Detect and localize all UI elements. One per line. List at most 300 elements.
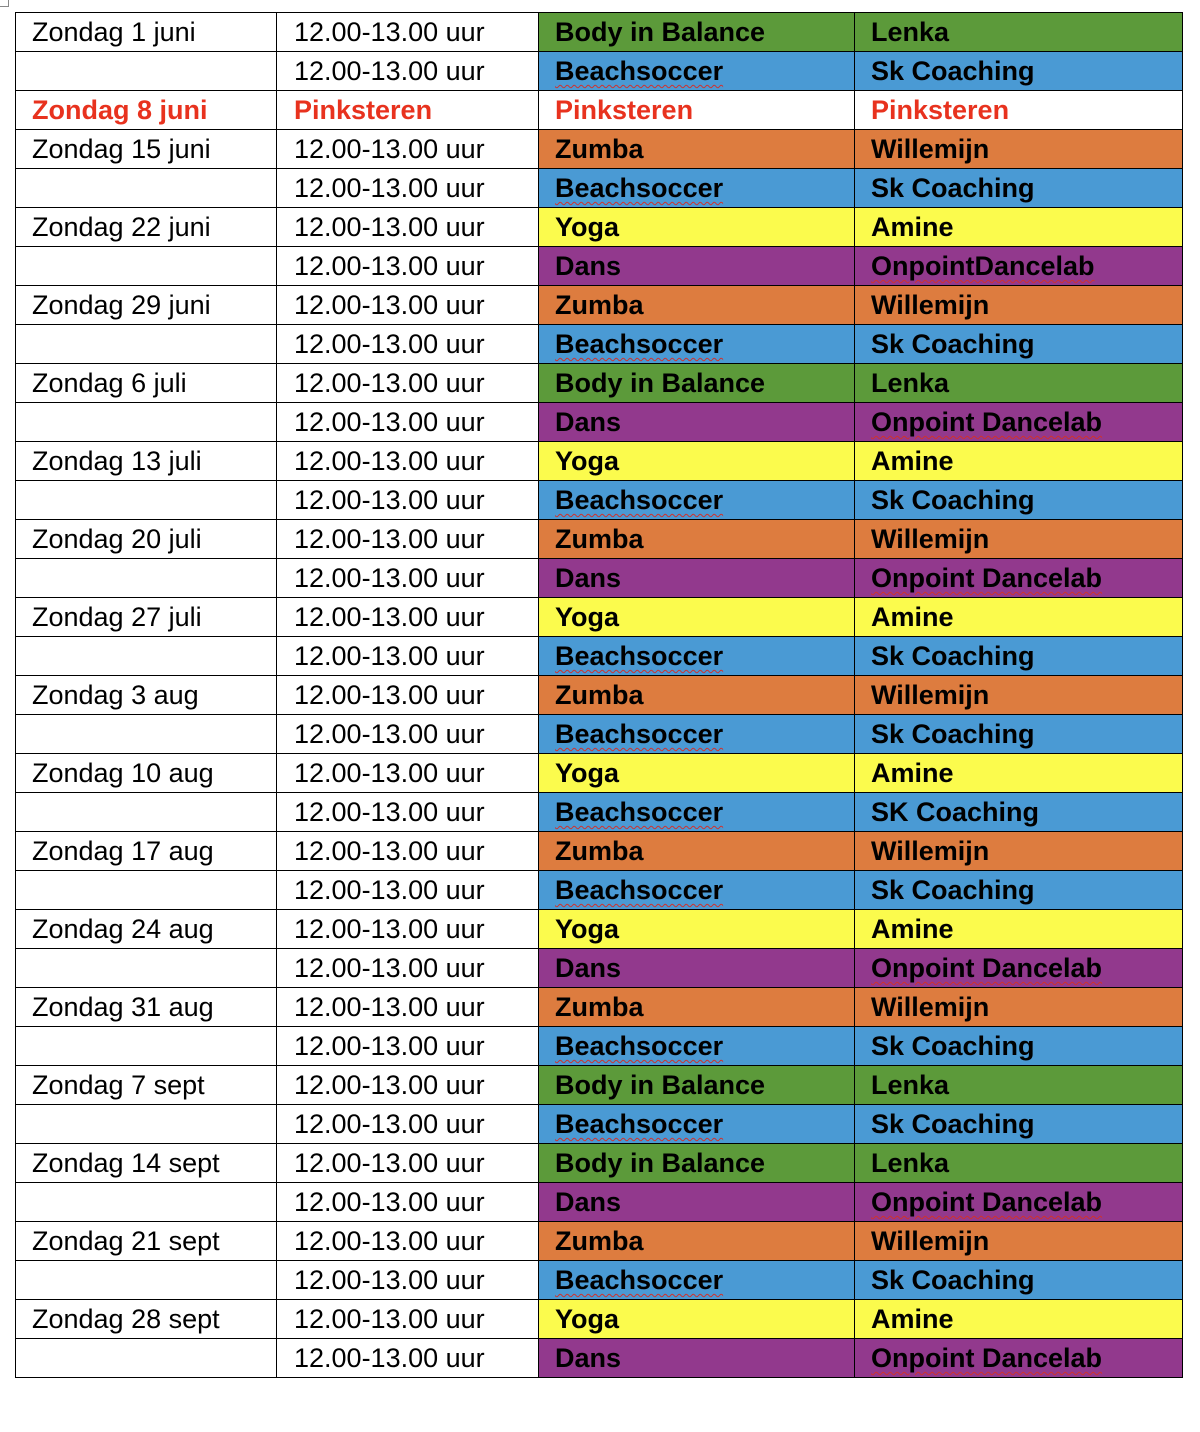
time-cell[interactable] [277, 1183, 539, 1222]
activity-text: Dans [555, 1343, 622, 1373]
activity-text: Zumba [555, 524, 644, 554]
date-cell[interactable] [16, 832, 277, 871]
date-cell[interactable] [16, 1183, 277, 1222]
activity-text: Dans [555, 251, 622, 281]
instructor-text: Amine [871, 1304, 954, 1334]
date-text: Zondag 24 aug [32, 914, 214, 944]
time-text: 12.00-13.00 uur [294, 56, 485, 86]
activity-text: Yoga [555, 758, 620, 788]
time-text: 12.00-13.00 uur [294, 1187, 485, 1217]
instructor-cell[interactable] [855, 442, 1183, 481]
instructor-cell[interactable] [855, 1339, 1183, 1378]
table-row [16, 1105, 1183, 1144]
table-row [16, 286, 1183, 325]
time-cell[interactable] [277, 247, 539, 286]
date-cell[interactable] [16, 52, 277, 91]
activity-text: Dans [555, 953, 622, 983]
activity-cell[interactable] [539, 1261, 855, 1300]
instructor-text: Amine [871, 914, 954, 944]
activity-text: Zumba [555, 290, 644, 320]
instructor-cell[interactable] [855, 988, 1183, 1027]
instructor-text: Willemijn [871, 290, 990, 320]
activity-text: Dans [555, 1187, 622, 1217]
time-cell[interactable] [277, 442, 539, 481]
time-cell[interactable] [277, 325, 539, 364]
activity-cell[interactable] [539, 910, 855, 949]
instructor-text: Lenka [871, 17, 950, 47]
date-text: Zondag 13 juli [32, 446, 202, 476]
instructor-text: Pinksteren [871, 95, 1010, 125]
activity-cell[interactable] [539, 325, 855, 364]
instructor-cell[interactable] [855, 1105, 1183, 1144]
date-text: Zondag 22 juni [32, 212, 211, 242]
date-cell[interactable] [16, 208, 277, 247]
date-cell[interactable] [16, 286, 277, 325]
date-text: Zondag 17 aug [32, 836, 214, 866]
time-text: 12.00-13.00 uur [294, 173, 485, 203]
instructor-cell[interactable] [855, 286, 1183, 325]
activity-text: Beachsoccer [555, 1109, 724, 1139]
date-text: Zondag 6 juli [32, 368, 187, 398]
schedule-body [16, 13, 1183, 1378]
time-cell[interactable] [277, 364, 539, 403]
date-cell[interactable] [16, 676, 277, 715]
table-row [16, 559, 1183, 598]
instructor-text: Willemijn [871, 680, 990, 710]
date-cell[interactable] [16, 1339, 277, 1378]
table-row [16, 871, 1183, 910]
date-cell[interactable] [16, 637, 277, 676]
time-text: 12.00-13.00 uur [294, 1070, 485, 1100]
table-row [16, 325, 1183, 364]
table-row [16, 520, 1183, 559]
instructor-text: Sk Coaching [871, 641, 1035, 671]
time-text: 12.00-13.00 uur [294, 680, 485, 710]
table-row [16, 1027, 1183, 1066]
date-cell[interactable] [16, 442, 277, 481]
activity-cell[interactable] [539, 1105, 855, 1144]
instructor-cell[interactable] [855, 481, 1183, 520]
instructor-cell[interactable] [855, 403, 1183, 442]
date-cell[interactable] [16, 559, 277, 598]
time-cell[interactable] [277, 676, 539, 715]
activity-text: Beachsoccer [555, 1031, 724, 1061]
date-text: Zondag 29 juni [32, 290, 211, 320]
table-row [16, 676, 1183, 715]
activity-text: Zumba [555, 992, 644, 1022]
schedule-table [15, 12, 1183, 1378]
time-text: 12.00-13.00 uur [294, 797, 485, 827]
time-cell[interactable] [277, 1144, 539, 1183]
time-text: 12.00-13.00 uur [294, 1226, 485, 1256]
time-cell[interactable] [277, 52, 539, 91]
time-text: 12.00-13.00 uur [294, 485, 485, 515]
activity-text: Zumba [555, 1226, 644, 1256]
activity-text: Beachsoccer [555, 875, 724, 905]
activity-text: Beachsoccer [555, 173, 724, 203]
table-row [16, 598, 1183, 637]
activity-cell[interactable] [539, 1183, 855, 1222]
activity-cell[interactable] [539, 481, 855, 520]
instructor-cell[interactable] [855, 910, 1183, 949]
instructor-text: Willemijn [871, 992, 990, 1022]
date-text: Zondag 15 juni [32, 134, 211, 164]
date-text: Zondag 21 sept [32, 1226, 220, 1256]
date-cell[interactable] [16, 988, 277, 1027]
date-cell[interactable] [16, 325, 277, 364]
time-cell[interactable] [277, 598, 539, 637]
time-text: 12.00-13.00 uur [294, 524, 485, 554]
date-text: Zondag 20 juli [32, 524, 202, 554]
instructor-text: Sk Coaching [871, 56, 1035, 86]
time-text: 12.00-13.00 uur [294, 563, 485, 593]
time-text: 12.00-13.00 uur [294, 446, 485, 476]
instructor-cell[interactable] [855, 754, 1183, 793]
time-text: 12.00-13.00 uur [294, 719, 485, 749]
table-row [16, 403, 1183, 442]
activity-text: Body in Balance [555, 1148, 766, 1178]
activity-cell[interactable] [539, 130, 855, 169]
table-row [16, 52, 1183, 91]
activity-cell[interactable] [539, 1300, 855, 1339]
instructor-cell[interactable] [855, 598, 1183, 637]
activity-cell[interactable] [539, 1027, 855, 1066]
activity-text: Body in Balance [555, 368, 766, 398]
time-cell[interactable] [277, 520, 539, 559]
activity-text: Body in Balance [555, 1070, 766, 1100]
table-row [16, 364, 1183, 403]
table-row [16, 247, 1183, 286]
time-text: 12.00-13.00 uur [294, 368, 485, 398]
time-text: 12.00-13.00 uur [294, 836, 485, 866]
instructor-text: Onpoint Dancelab [871, 407, 1103, 437]
activity-cell[interactable] [539, 1222, 855, 1261]
date-cell[interactable] [16, 715, 277, 754]
table-row [16, 715, 1183, 754]
instructor-text: Willemijn [871, 1226, 990, 1256]
table-row [16, 910, 1183, 949]
date-cell[interactable] [16, 910, 277, 949]
table-row [16, 754, 1183, 793]
activity-text: Dans [555, 407, 622, 437]
activity-text: Dans [555, 563, 622, 593]
instructor-cell[interactable] [855, 91, 1183, 130]
instructor-cell[interactable] [855, 520, 1183, 559]
date-text: Zondag 27 juli [32, 602, 202, 632]
table-row [16, 637, 1183, 676]
time-text: 12.00-13.00 uur [294, 1109, 485, 1139]
date-cell[interactable] [16, 598, 277, 637]
time-text: 12.00-13.00 uur [294, 134, 485, 164]
table-row [16, 130, 1183, 169]
instructor-cell[interactable] [855, 637, 1183, 676]
instructor-cell[interactable] [855, 715, 1183, 754]
time-text: 12.00-13.00 uur [294, 17, 485, 47]
instructor-text: OnpointDancelab [871, 251, 1095, 281]
activity-cell[interactable] [539, 208, 855, 247]
time-cell[interactable] [277, 1027, 539, 1066]
table-row [16, 1144, 1183, 1183]
activity-cell[interactable] [539, 247, 855, 286]
instructor-cell[interactable] [855, 676, 1183, 715]
activity-cell[interactable] [539, 1066, 855, 1105]
time-text: 12.00-13.00 uur [294, 1148, 485, 1178]
time-cell[interactable] [277, 1066, 539, 1105]
time-text: 12.00-13.00 uur [294, 641, 485, 671]
time-cell[interactable] [277, 832, 539, 871]
activity-cell[interactable] [539, 637, 855, 676]
date-cell[interactable] [16, 520, 277, 559]
activity-cell[interactable] [539, 676, 855, 715]
instructor-cell[interactable] [855, 1144, 1183, 1183]
time-text: 12.00-13.00 uur [294, 251, 485, 281]
instructor-cell[interactable] [855, 832, 1183, 871]
time-text: 12.00-13.00 uur [294, 602, 485, 632]
activity-cell[interactable] [539, 754, 855, 793]
activity-cell[interactable] [539, 793, 855, 832]
table-row [16, 988, 1183, 1027]
activity-text: Beachsoccer [555, 329, 724, 359]
time-text: 12.00-13.00 uur [294, 212, 485, 242]
instructor-text: Sk Coaching [871, 875, 1035, 905]
time-text: 12.00-13.00 uur [294, 1304, 485, 1334]
table-row [16, 169, 1183, 208]
instructor-text: Sk Coaching [871, 485, 1035, 515]
date-cell[interactable] [16, 130, 277, 169]
instructor-cell[interactable] [855, 130, 1183, 169]
instructor-cell[interactable] [855, 325, 1183, 364]
activity-cell[interactable] [539, 949, 855, 988]
instructor-cell[interactable] [855, 169, 1183, 208]
date-text: Zondag 1 juni [32, 17, 196, 47]
date-text: Zondag 31 aug [32, 992, 214, 1022]
instructor-cell[interactable] [855, 1222, 1183, 1261]
instructor-cell[interactable] [855, 52, 1183, 91]
time-text: Pinksteren [294, 95, 433, 125]
instructor-text: SK Coaching [871, 797, 1040, 827]
time-cell[interactable] [277, 754, 539, 793]
time-cell[interactable] [277, 871, 539, 910]
date-text: Zondag 28 sept [32, 1304, 220, 1334]
time-cell[interactable] [277, 715, 539, 754]
date-cell[interactable] [16, 1222, 277, 1261]
activity-text: Zumba [555, 134, 644, 164]
table-row [16, 1261, 1183, 1300]
time-cell[interactable] [277, 1339, 539, 1378]
instructor-text: Amine [871, 758, 954, 788]
date-cell[interactable] [16, 754, 277, 793]
table-row [16, 1300, 1183, 1339]
table-row [16, 832, 1183, 871]
instructor-text: Onpoint Dancelab [871, 563, 1103, 593]
instructor-text: Sk Coaching [871, 719, 1035, 749]
date-cell[interactable] [16, 949, 277, 988]
time-text: 12.00-13.00 uur [294, 992, 485, 1022]
instructor-text: Sk Coaching [871, 173, 1035, 203]
date-cell[interactable] [16, 403, 277, 442]
activity-text: Yoga [555, 212, 620, 242]
instructor-text: Amine [871, 602, 954, 632]
time-cell[interactable] [277, 988, 539, 1027]
time-cell[interactable] [277, 91, 539, 130]
time-cell[interactable] [277, 286, 539, 325]
instructor-cell[interactable] [855, 247, 1183, 286]
activity-cell[interactable] [539, 715, 855, 754]
instructor-cell[interactable] [855, 208, 1183, 247]
activity-text: Zumba [555, 836, 644, 866]
instructor-text: Lenka [871, 1070, 950, 1100]
activity-text: Beachsoccer [555, 485, 724, 515]
table-row [16, 1183, 1183, 1222]
time-text: 12.00-13.00 uur [294, 1343, 485, 1373]
time-text: 12.00-13.00 uur [294, 1265, 485, 1295]
activity-cell[interactable] [539, 988, 855, 1027]
time-text: 12.00-13.00 uur [294, 329, 485, 359]
time-cell[interactable] [277, 403, 539, 442]
date-cell[interactable] [16, 793, 277, 832]
date-cell[interactable] [16, 1261, 277, 1300]
instructor-cell[interactable] [855, 871, 1183, 910]
activity-text: Yoga [555, 914, 620, 944]
date-cell[interactable] [16, 247, 277, 286]
activity-cell[interactable] [539, 1339, 855, 1378]
activity-text: Beachsoccer [555, 719, 724, 749]
date-cell[interactable] [16, 1027, 277, 1066]
instructor-cell[interactable] [855, 13, 1183, 52]
time-text: 12.00-13.00 uur [294, 290, 485, 320]
activity-cell[interactable] [539, 1144, 855, 1183]
activity-text: Zumba [555, 680, 644, 710]
instructor-text: Willemijn [871, 134, 990, 164]
instructor-text: Amine [871, 446, 954, 476]
activity-cell[interactable] [539, 52, 855, 91]
date-text: Zondag 7 sept [32, 1070, 205, 1100]
activity-cell[interactable] [539, 13, 855, 52]
date-cell[interactable] [16, 13, 277, 52]
time-cell[interactable] [277, 637, 539, 676]
activity-cell[interactable] [539, 169, 855, 208]
instructor-text: Sk Coaching [871, 329, 1035, 359]
instructor-cell[interactable] [855, 364, 1183, 403]
instructor-text: Sk Coaching [871, 1109, 1035, 1139]
table-row [16, 442, 1183, 481]
activity-text: Beachsoccer [555, 56, 724, 86]
time-cell[interactable] [277, 1300, 539, 1339]
date-text: Zondag 10 aug [32, 758, 214, 788]
time-cell[interactable] [277, 481, 539, 520]
activity-text: Beachsoccer [555, 797, 724, 827]
instructor-cell[interactable] [855, 793, 1183, 832]
time-cell[interactable] [277, 130, 539, 169]
activity-cell[interactable] [539, 91, 855, 130]
time-cell[interactable] [277, 1261, 539, 1300]
date-cell[interactable] [16, 1300, 277, 1339]
date-cell[interactable] [16, 1144, 277, 1183]
instructor-text: Sk Coaching [871, 1265, 1035, 1295]
activity-text: Pinksteren [555, 95, 694, 125]
time-cell[interactable] [277, 13, 539, 52]
date-text: Zondag 14 sept [32, 1148, 220, 1178]
instructor-cell[interactable] [855, 1261, 1183, 1300]
activity-cell[interactable] [539, 598, 855, 637]
activity-cell[interactable] [539, 442, 855, 481]
instructor-text: Lenka [871, 1148, 950, 1178]
instructor-text: Onpoint Dancelab [871, 1343, 1103, 1373]
instructor-text: Sk Coaching [871, 1031, 1035, 1061]
time-text: 12.00-13.00 uur [294, 953, 485, 983]
table-row [16, 1066, 1183, 1105]
date-cell[interactable] [16, 169, 277, 208]
date-cell[interactable] [16, 364, 277, 403]
instructor-cell[interactable] [855, 1027, 1183, 1066]
date-cell[interactable] [16, 91, 277, 130]
time-cell[interactable] [277, 949, 539, 988]
table-row [16, 91, 1183, 130]
instructor-text: Onpoint Dancelab [871, 953, 1103, 983]
time-cell[interactable] [277, 169, 539, 208]
date-cell[interactable] [16, 1066, 277, 1105]
time-cell[interactable] [277, 1105, 539, 1144]
table-row [16, 481, 1183, 520]
activity-cell[interactable] [539, 286, 855, 325]
activity-cell[interactable] [539, 559, 855, 598]
time-cell[interactable] [277, 208, 539, 247]
table-row [16, 1222, 1183, 1261]
activity-text: Yoga [555, 602, 620, 632]
time-cell[interactable] [277, 559, 539, 598]
instructor-text: Willemijn [871, 836, 990, 866]
activity-text: Beachsoccer [555, 1265, 724, 1295]
instructor-text: Amine [871, 212, 954, 242]
instructor-cell[interactable] [855, 1300, 1183, 1339]
date-text: Zondag 3 aug [32, 680, 199, 710]
date-cell[interactable] [16, 871, 277, 910]
time-text: 12.00-13.00 uur [294, 407, 485, 437]
instructor-text: Willemijn [871, 524, 990, 554]
instructor-text: Lenka [871, 368, 950, 398]
table-row [16, 1339, 1183, 1378]
date-cell[interactable] [16, 1105, 277, 1144]
activity-text: Yoga [555, 1304, 620, 1334]
table-move-handle-icon[interactable] [0, 0, 9, 7]
time-text: 12.00-13.00 uur [294, 914, 485, 944]
table-row [16, 13, 1183, 52]
instructor-cell[interactable] [855, 1183, 1183, 1222]
time-text: 12.00-13.00 uur [294, 1031, 485, 1061]
instructor-cell[interactable] [855, 949, 1183, 988]
time-cell[interactable] [277, 1222, 539, 1261]
instructor-text: Onpoint Dancelab [871, 1187, 1103, 1217]
activity-cell[interactable] [539, 871, 855, 910]
activity-text: Body in Balance [555, 17, 766, 47]
date-cell[interactable] [16, 481, 277, 520]
activity-cell[interactable] [539, 364, 855, 403]
instructor-cell[interactable] [855, 559, 1183, 598]
activity-text: Beachsoccer [555, 641, 724, 671]
time-cell[interactable] [277, 793, 539, 832]
instructor-cell[interactable] [855, 1066, 1183, 1105]
table-row [16, 793, 1183, 832]
table-row [16, 208, 1183, 247]
time-cell[interactable] [277, 910, 539, 949]
table-row [16, 949, 1183, 988]
activity-cell[interactable] [539, 832, 855, 871]
activity-cell[interactable] [539, 520, 855, 559]
activity-text: Yoga [555, 446, 620, 476]
time-text: 12.00-13.00 uur [294, 875, 485, 905]
date-text: Zondag 8 juni [32, 95, 208, 125]
activity-cell[interactable] [539, 403, 855, 442]
